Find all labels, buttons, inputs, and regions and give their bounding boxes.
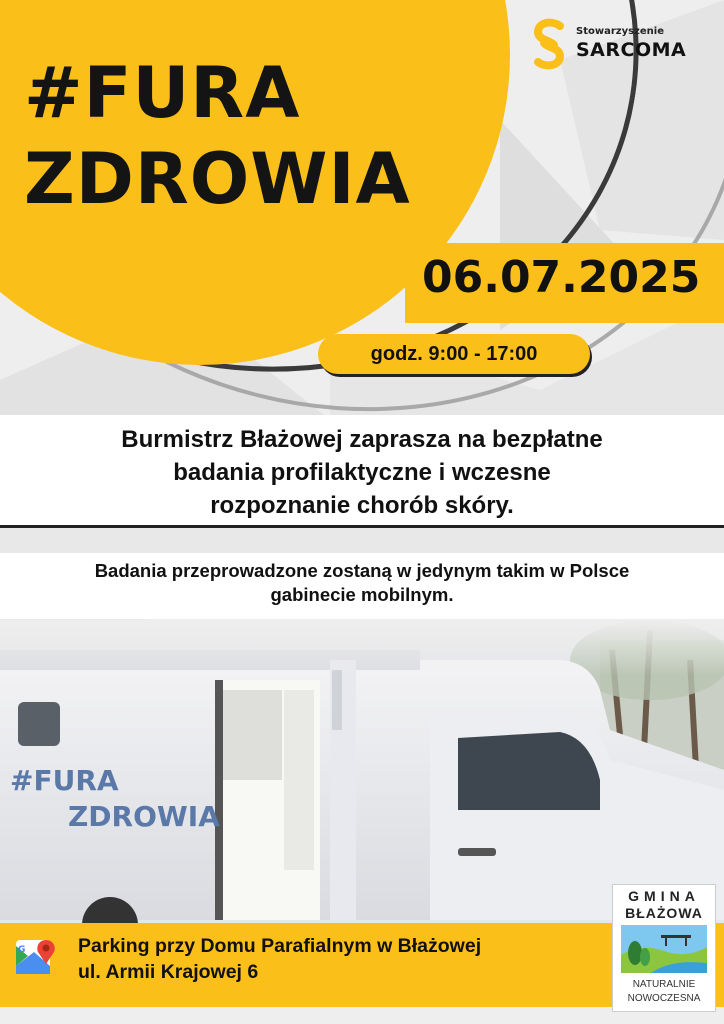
event-hours: godz. 9:00 - 17:00 [318, 334, 590, 374]
page-title [24, 50, 411, 222]
sarcoma-logo [530, 18, 715, 74]
event-date: 06.07.2025 [422, 252, 701, 303]
invitation-band [0, 415, 724, 528]
location-text [78, 933, 481, 985]
invitation-line-2: badania profilaktyczne i wczesne [173, 459, 551, 486]
gmina-line-3: NATURALNIE [632, 979, 696, 990]
gmina-blazowa-logo [612, 884, 716, 1012]
logo-small-text: Stowarzyszenie [576, 26, 664, 37]
location-line-1: Parking przy Domu Parafialnym w Błażowej [78, 935, 482, 957]
map-pin-icon [14, 936, 58, 980]
landscape-icon [621, 925, 707, 973]
title-line-2: ZDROWIA [24, 138, 411, 220]
logo-big-text: SARCOMA [576, 39, 687, 61]
gmina-line-2: BŁAŻOWA [625, 905, 703, 921]
info-band [0, 553, 724, 619]
gmina-line-1: GMINA [628, 888, 700, 904]
location-line-2: ul. Armii Krajowej 6 [78, 961, 259, 983]
info-line-1: Badania przeprowadzone zostaną w jedynym takim w Polsce [94, 560, 630, 581]
info-line-2: gabinecie mobilnym. [270, 584, 454, 605]
invitation-line-1: Burmistrz Błażowej zaprasza na bezpłatne [121, 426, 603, 453]
invitation-line-3: rozpoznanie chorób skóry. [210, 492, 514, 519]
title-line-1: #FURA [24, 52, 301, 134]
svg-text:G: G [18, 945, 26, 955]
sarcoma-s-logo-icon [530, 18, 568, 70]
gmina-line-4: NOWOCZESNA [627, 993, 701, 1004]
